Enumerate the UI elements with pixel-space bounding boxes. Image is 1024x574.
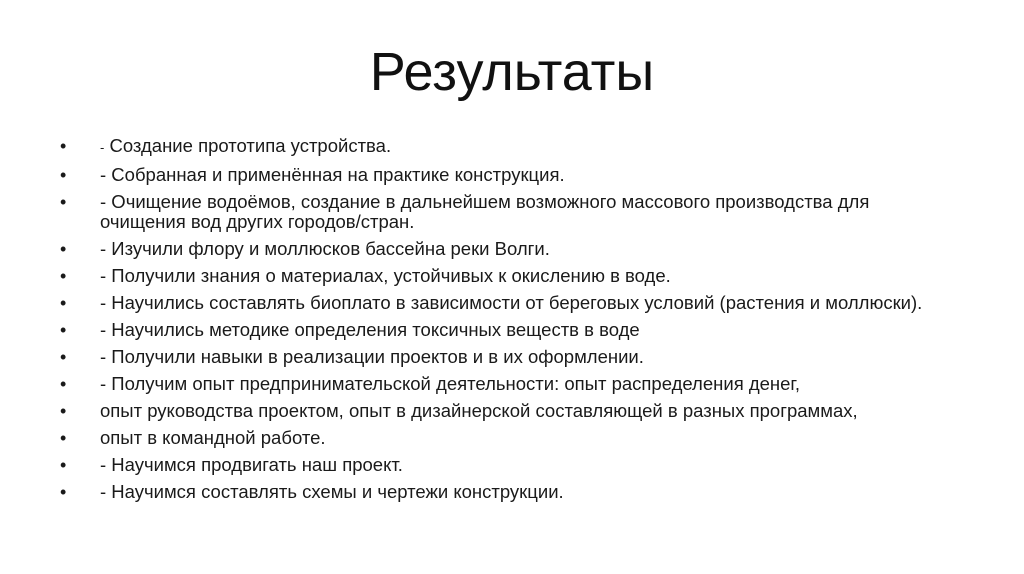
list-item (60, 266, 960, 286)
bullet-icon: • (60, 192, 67, 212)
list-item (60, 401, 960, 421)
list-item-text: опыт руководства проектом, опыт в дизайнерской составляющей в разных программах, (100, 400, 858, 421)
list-item-text: - Изучили флору и моллюсков бассейна реки Волги. (100, 238, 550, 259)
list-item (60, 455, 960, 475)
slide-title: Результаты (369, 42, 655, 102)
list-item (60, 136, 960, 158)
bullet-icon: • (60, 239, 67, 259)
bullet-icon: • (60, 428, 67, 448)
list-item (60, 347, 960, 367)
list-item-text: - Научились методике определения токсичных веществ в воде (100, 319, 640, 340)
list-item (60, 192, 960, 232)
bullet-icon: • (60, 401, 67, 421)
list-item-text: - Научимся составлять схемы и чертежи конструкции. (100, 481, 564, 502)
list-item-text: - Получили знания о материалах, устойчивых к окислению в воде. (100, 265, 671, 286)
list-item (60, 482, 960, 502)
list-item-text: - Получим опыт предпринимательской деятельности: опыт распределения денег, (100, 373, 801, 394)
list-item (60, 293, 960, 313)
list-item (60, 374, 960, 394)
bullet-icon: • (60, 482, 67, 502)
bullet-icon: • (60, 266, 67, 286)
bullet-icon: • (60, 165, 67, 185)
bullet-icon: • (60, 455, 67, 475)
list-item-text: - Научились составлять биоплато в зависимости от береговых условий (растения и моллюски). (100, 292, 923, 313)
results-list (60, 136, 960, 509)
list-item (60, 239, 960, 259)
list-item-text: опыт в командной работе. (100, 427, 326, 448)
list-item-dash: - (100, 140, 105, 155)
bullet-icon: • (60, 374, 67, 394)
list-item-text: - Научимся продвигать наш проект. (100, 454, 403, 475)
list-item-text: Создание прототипа устройства. (104, 135, 392, 156)
list-item-text: - Очищение водоёмов, создание в дальнейшем возможного массового производства для очищения вод других городов/стран. (100, 191, 870, 232)
bullet-icon: • (60, 293, 67, 313)
list-item (60, 165, 960, 185)
bullet-icon: • (60, 347, 67, 367)
list-item (60, 428, 960, 448)
bullet-icon: • (60, 320, 67, 340)
list-item (60, 320, 960, 340)
list-item-text: - Собранная и применённая на практике конструкция. (100, 164, 565, 185)
bullet-icon: • (60, 136, 67, 156)
list-item-text: - Получили навыки в реализации проектов и в их оформлении. (100, 346, 644, 367)
